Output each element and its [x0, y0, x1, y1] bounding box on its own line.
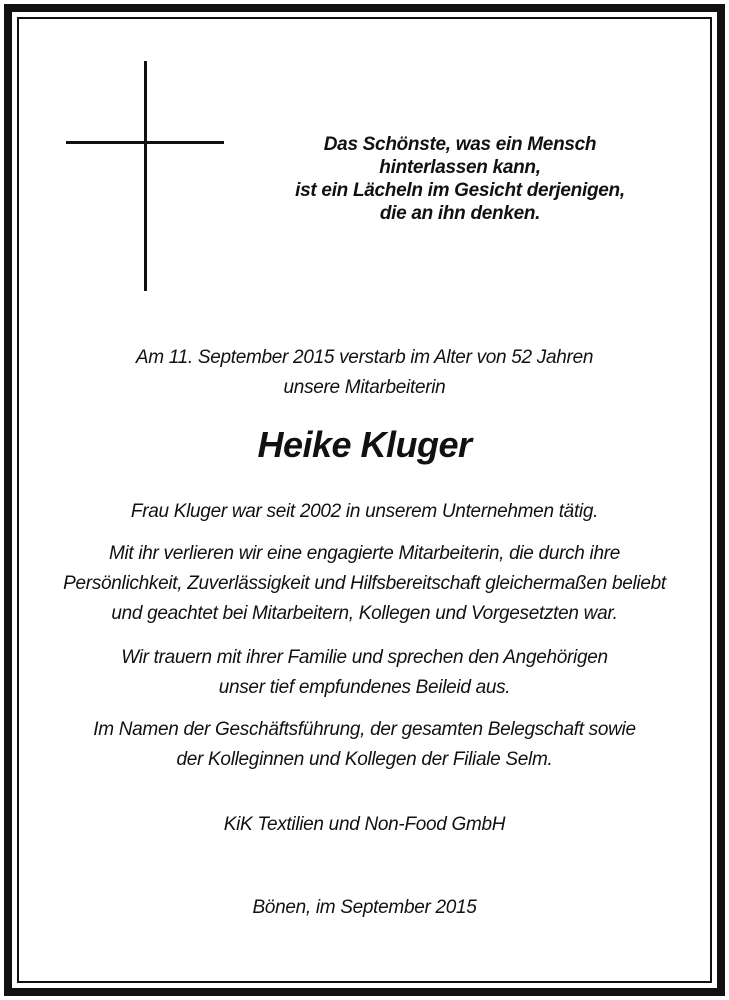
paragraph-line: Wir trauern mit ihrer Familie und sprechen den Angehörigen	[121, 647, 608, 668]
quote-line: hinterlassen kann,	[379, 157, 541, 178]
memorial-quote	[250, 133, 670, 225]
paragraph-line: Im Namen der Geschäftsführung, der gesamten Belegschaft sowie	[93, 719, 636, 740]
cross-horizontal-bar	[66, 141, 224, 144]
paragraph-line: unser tief empfundenes Beileid aus.	[218, 677, 511, 698]
announcement-line: Am 11. September 2015 verstarb im Alter von 52 Jahren	[135, 347, 594, 368]
deceased-name: Heike Kluger	[257, 424, 472, 465]
company-name	[24, 810, 705, 840]
quote-line: Das Schönste, was ein Mensch	[323, 134, 597, 155]
company-name-text: KiK Textilien und Non-Food GmbH	[223, 814, 506, 835]
place-date-text: Bönen, im September 2015	[252, 897, 477, 918]
paragraph-line: Frau Kluger war seit 2002 in unserem Unternehmen tätig.	[130, 501, 599, 522]
death-announcement	[24, 343, 705, 403]
paragraph-signatories	[24, 715, 705, 775]
paragraph-tribute	[24, 539, 705, 629]
paragraph-condolence	[24, 643, 705, 703]
quote-line: die an ihn denken.	[379, 203, 541, 224]
paragraph-line: Mit ihr verlieren wir eine engagierte Mitarbeiterin, die durch ihre	[108, 543, 621, 564]
place-date	[24, 893, 705, 923]
paragraph-line: Persönlichkeit, Zuverlässigkeit und Hilfsbereitschaft gleichermaßen beliebt	[63, 573, 666, 594]
announcement-line: unsere Mitarbeiterin	[283, 377, 446, 398]
paragraph-line: und geachtet bei Mitarbeitern, Kollegen und Vorgesetzten war.	[111, 603, 618, 624]
quote-line: ist ein Lächeln im Gesicht derjenigen,	[295, 180, 625, 201]
paragraph-line: der Kolleginnen und Kollegen der Filiale Selm.	[176, 749, 553, 770]
paragraph-employment	[24, 497, 705, 527]
cross-vertical-bar	[144, 61, 147, 291]
